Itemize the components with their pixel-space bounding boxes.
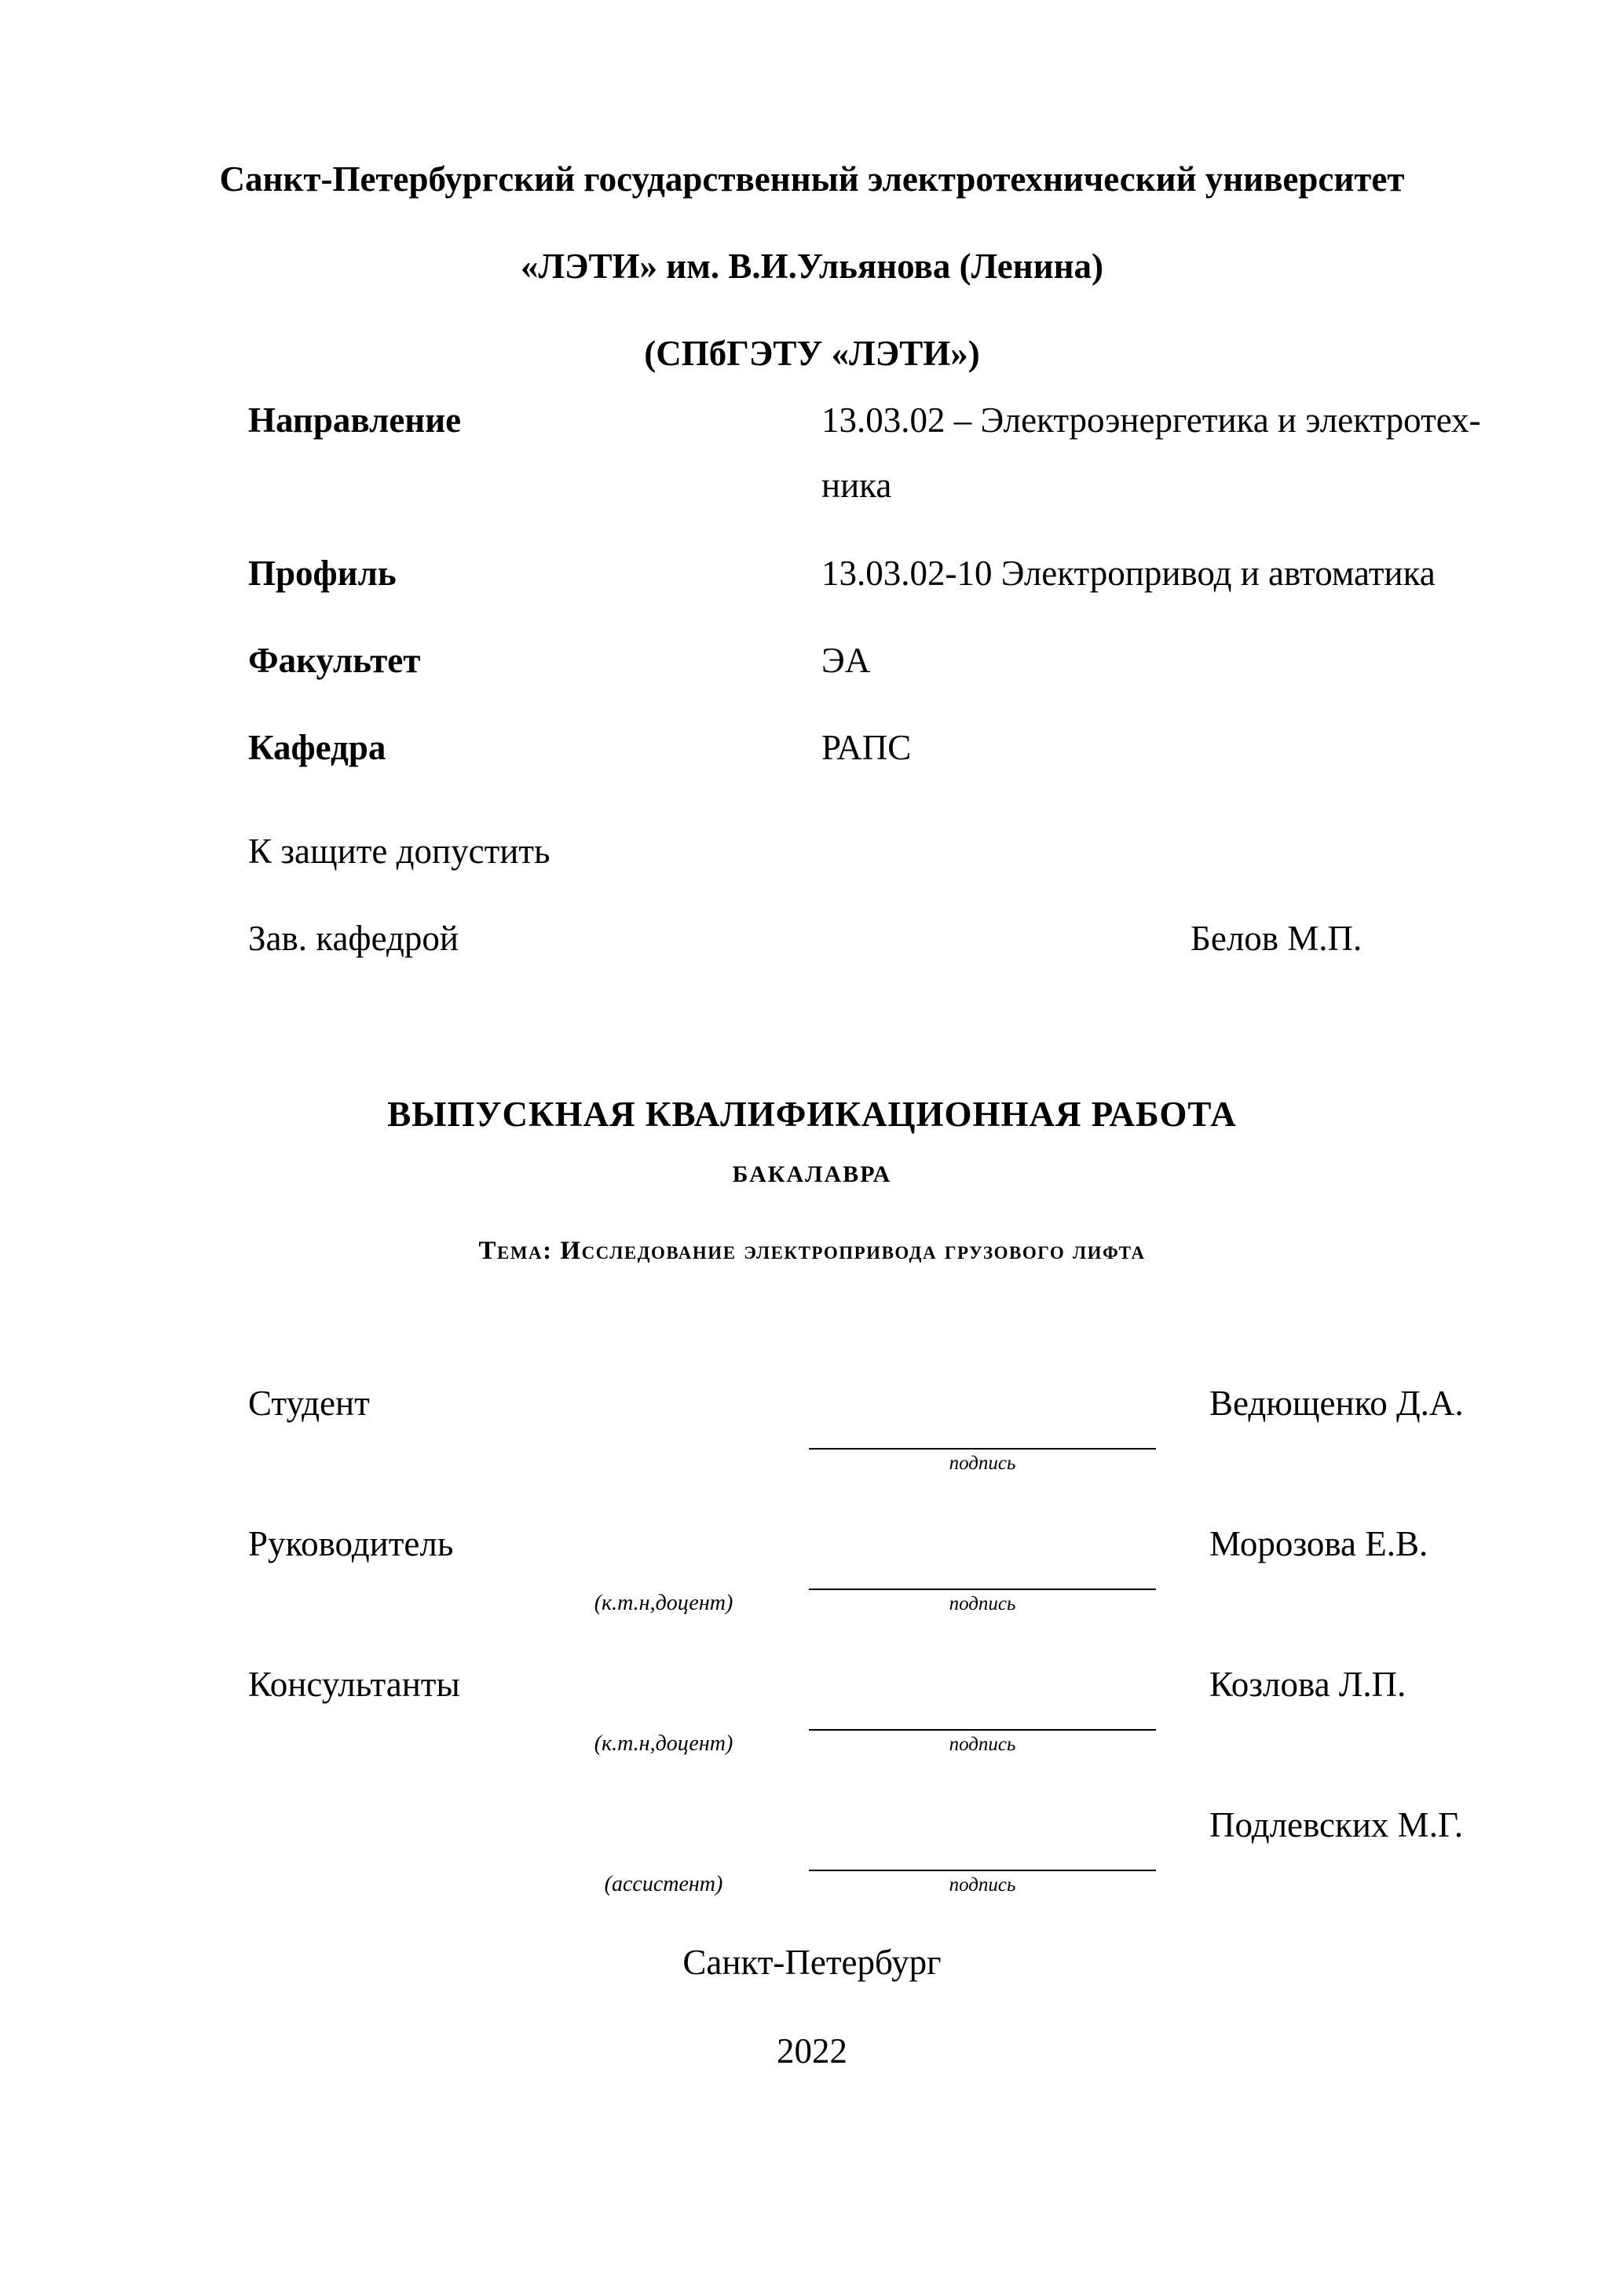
department-label: Кафедра — [248, 728, 386, 767]
supervisor-name: Морозова Е.В. — [1209, 1524, 1428, 1563]
profile-label: Профиль — [248, 554, 397, 593]
student-name: Ведющенко Д.А. — [1209, 1384, 1464, 1423]
year: 2022 — [777, 2031, 847, 2071]
work-topic — [0, 1238, 1624, 1264]
supervisor-signature-line — [809, 1589, 1156, 1590]
faculty-label: Факультет — [248, 641, 421, 680]
work-title: ВЫПУСКНАЯ КВАЛИФИКАЦИОННАЯ РАБОТА — [387, 1095, 1237, 1134]
consultant2-signature-line — [809, 1870, 1156, 1871]
student-signature-caption: подпись — [949, 1453, 1016, 1474]
supervisor-signature-caption: подпись — [949, 1593, 1016, 1614]
consultant1-signature-line — [809, 1729, 1156, 1731]
consultant2-degree: (ассистент) — [604, 1872, 723, 1896]
university-name: Санкт-Петербургский государственный электротехнический университет — [219, 159, 1405, 199]
university-name-short: «ЛЭТИ» им. В.И.Ульянова (Ленина) — [520, 247, 1104, 286]
student-signature-line — [809, 1448, 1156, 1450]
consultant2-name: Подлевских М.Г. — [1209, 1805, 1464, 1844]
student-label: Студент — [248, 1384, 370, 1423]
topic-prefix: Тема: — [478, 1237, 561, 1265]
faculty-value: ЭА — [821, 641, 871, 680]
supervisor-label: Руководитель — [248, 1524, 454, 1563]
department-value: РАПС — [821, 728, 912, 767]
consultant1-name: Козлова Л.П. — [1209, 1665, 1406, 1704]
department-head-label: Зав. кафедрой — [248, 919, 459, 958]
department-head-name: Белов М.П. — [1191, 919, 1362, 958]
admission-text: К защите допустить — [248, 832, 550, 871]
profile-value: 13.03.02-10 Электропривод и автоматика — [821, 554, 1436, 593]
direction-value: 13.03.02 – Электроэнергетика и электротех- — [821, 400, 1481, 440]
direction-value-continued: ника — [821, 466, 892, 505]
consultants-label: Консультанты — [248, 1665, 460, 1704]
direction-label: Направление — [248, 400, 462, 440]
consultant1-degree: (к.т.н,доцент) — [594, 1731, 733, 1756]
consultant2-signature-caption: подпись — [949, 1874, 1016, 1896]
topic-text: Исследование электропривода грузового лифта — [560, 1237, 1146, 1265]
university-abbreviation: (СПбГЭТУ «ЛЭТИ») — [644, 334, 980, 373]
consultant1-signature-caption: подпись — [949, 1734, 1016, 1755]
work-subtitle: БАКАЛАВРА — [732, 1161, 892, 1187]
city: Санкт-Петербург — [682, 1943, 942, 1982]
supervisor-degree: (к.т.н,доцент) — [594, 1591, 733, 1615]
